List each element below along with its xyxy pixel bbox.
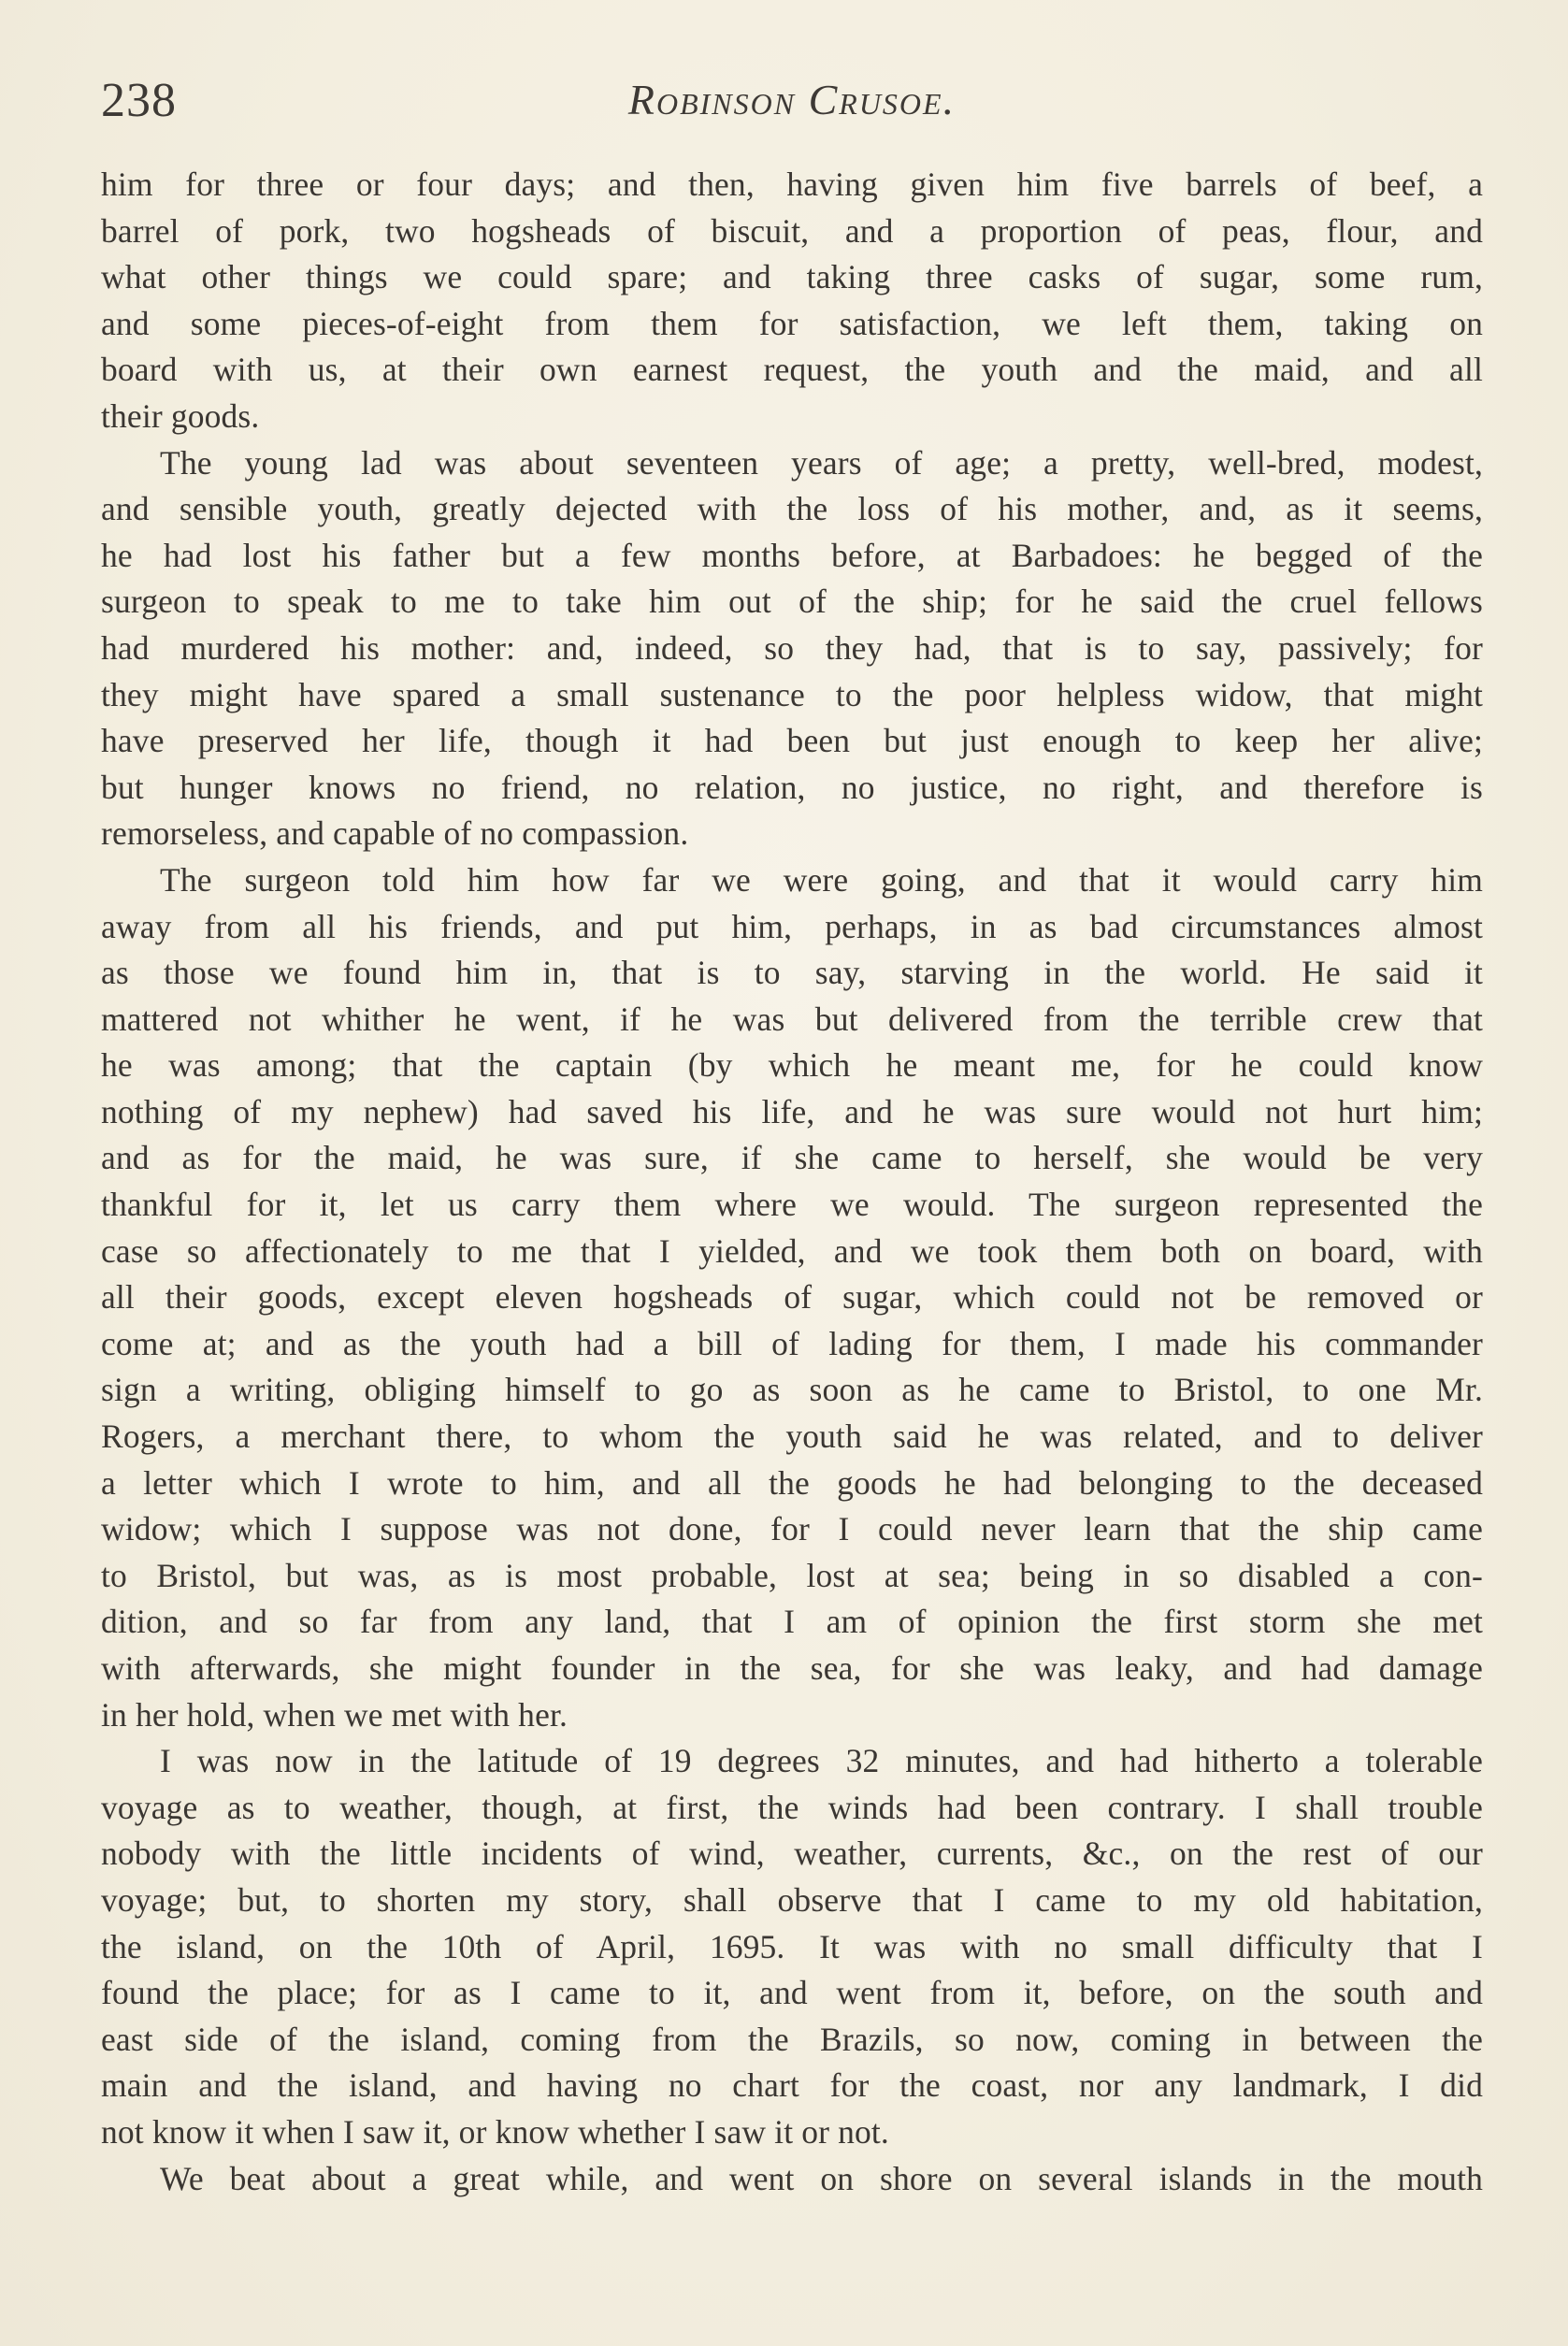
running-head — [101, 73, 1483, 138]
text-line: had murdered his mother: and, indeed, so they had, that is to say, passively; for — [101, 628, 1483, 667]
text-line: and as for the maid, he was sure, if she came to herself, she would be very — [101, 1139, 1483, 1177]
text-line: main and the island, and having no chart for the coast, nor any landmark, I did — [101, 2066, 1483, 2105]
text-line: he was among; that the captain (by which he meant me, for he could know — [101, 1046, 1483, 1085]
book-title: Robinson Crusoe. — [627, 76, 957, 123]
text-line: as those we found him in, that is to say, starving in the world. He said it — [101, 954, 1483, 992]
paragraph-start-line: The young lad was about seventeen years of age; a pretty, well-bred, modest, — [160, 443, 1483, 482]
text-line: their goods. — [101, 396, 260, 435]
text-line: and sensible youth, greatly dejected with the loss of his mother, and, as it seems, — [101, 490, 1483, 528]
text-line: mattered not whither he went, if he was but delivered from the terrible crew that — [101, 1000, 1483, 1038]
text-line: a letter which I wrote to him, and all the goods he had belonging to the deceased — [101, 1463, 1483, 1502]
text-line: Rogers, a merchant there, to whom the youth said he was related, and to deliver — [101, 1418, 1483, 1456]
text-line: surgeon to speak to me to take him out of the ship; for he said the cruel fellows — [101, 583, 1483, 621]
page-number: 238 — [101, 74, 177, 127]
text-line: but hunger knows no friend, no relation, no justice, no right, and therefore is — [101, 768, 1483, 806]
text-line: away from all his friends, and put him, perhaps, in as bad circumstances almost — [101, 907, 1483, 945]
text-line: they might have spared a small sustenance to the poor helpless widow, that might — [101, 675, 1483, 713]
text-line: in her hold, when we met with her. — [101, 1695, 568, 1734]
text-line: come at; and as the youth had a bill of lading for them, I made his commander — [101, 1324, 1483, 1362]
text-line: have preserved her life, though it had been but just enough to keep her alive; — [101, 722, 1483, 760]
paragraph-start-line: We beat about a great while, and went on shore on several islands in the mouth — [160, 2159, 1483, 2197]
body-text — [101, 162, 1483, 2202]
text-line: voyage as to weather, though, at first, the winds had been contrary. I shall trouble — [101, 1788, 1483, 1826]
text-line: not know it when I saw it, or know whether I saw it or not. — [101, 2112, 889, 2151]
text-line: case so affectionately to me that I yielded, and we took them both on board, with — [101, 1231, 1483, 1270]
text-line: him for three or four days; and then, having given him five barrels of beef, a — [101, 166, 1483, 203]
text-line: all their goods, except eleven hogsheads of sugar, which could not be removed or — [101, 1278, 1483, 1317]
text-line: to Bristol, but was, as is most probable, lost at sea; being in so disabled a con- — [101, 1556, 1483, 1594]
text-line: nobody with the little incidents of wind, weather, currents, &c., on the rest of our — [101, 1835, 1483, 1873]
text-line: voyage; but, to shorten my story, shall observe that I came to my old habitation, — [101, 1880, 1483, 1919]
text-line: widow; which I suppose was not done, for I could never learn that the ship came — [101, 1510, 1483, 1548]
paragraph-start-line: The surgeon told him how far we were going, and that it would carry him — [160, 860, 1483, 899]
text-line: with afterwards, she might founder in the sea, for she was leaky, and had damage — [101, 1649, 1483, 1687]
text-line: what other things we could spare; and taking three casks of sugar, some rum, — [101, 258, 1483, 296]
text-line: barrel of pork, two hogsheads of biscuit, and a proportion of peas, flour, and — [101, 211, 1483, 250]
text-line: the island, on the 10th of April, 1695. It was with no small difficulty that I — [101, 1927, 1483, 1965]
text-line: sign a writing, obliging himself to go as soon as he came to Bristol, to one Mr. — [101, 1371, 1483, 1409]
text-line: thankful for it, let us carry them where we would. The surgeon represented the — [101, 1186, 1483, 1224]
paragraph-start-line: I was now in the latitude of 19 degrees 32 minutes, and had hitherto a tolerable — [160, 1742, 1483, 1780]
text-line: nothing of my nephew) had saved his life, and he was sure would not hurt him; — [101, 1092, 1483, 1130]
text-line: found the place; for as I came to it, and went from it, before, on the south and — [101, 1974, 1483, 2012]
text-line: east side of the island, coming from the Brazils, so now, coming in between the — [101, 2020, 1483, 2058]
text-line: remorseless, and capable of no compassion. — [101, 814, 689, 853]
text-line: board with us, at their own earnest request, the youth and the maid, and all — [101, 351, 1483, 389]
text-line: dition, and so far from any land, that I am of opinion the first storm she met — [101, 1603, 1483, 1641]
text-line: he had lost his father but a few months before, at Barbadoes: he begged of the — [101, 536, 1483, 574]
text-line: and some pieces-of-eight from them for satisfaction, we left them, taking on — [101, 304, 1483, 342]
